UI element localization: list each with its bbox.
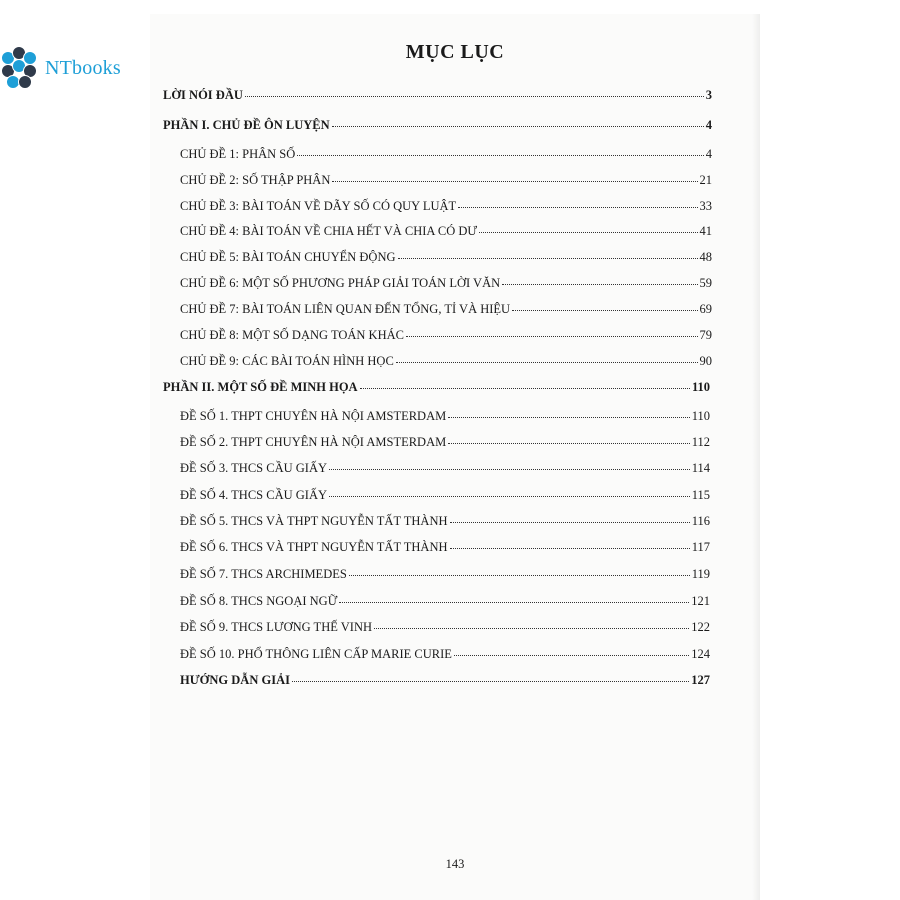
toc-entry-label: ĐỀ SỐ 1. THPT CHUYÊN HÀ NỘI AMSTERDAM <box>180 409 447 423</box>
dot-leader <box>448 441 689 444</box>
toc-entry-label: PHẦN II. MỘT SỐ ĐỀ MINH HỌA <box>163 380 358 394</box>
toc-entry-page: 117 <box>691 540 710 554</box>
toc-entry <box>180 354 712 369</box>
dot-leader <box>329 494 690 497</box>
dot-leader <box>458 205 697 208</box>
toc-entry <box>180 594 710 609</box>
toc-entry-page: 121 <box>691 594 710 608</box>
toc-entry-label: CHỦ ĐỀ 6: MỘT SỐ PHƯƠNG PHÁP GIẢI TOÁN LỜI VĂN <box>180 276 501 290</box>
toc-entry-page: 4 <box>705 118 712 132</box>
toc-entry-page: 115 <box>691 488 710 502</box>
dot-leader <box>479 230 697 233</box>
toc-entry <box>180 488 710 503</box>
toc-entry <box>180 647 710 662</box>
toc-entry-page: 59 <box>699 276 712 290</box>
toc-entry-label: CHỦ ĐỀ 9: CÁC BÀI TOÁN HÌNH HỌC <box>180 354 394 368</box>
toc-entry-label: HƯỚNG DẪN GIẢI <box>180 673 290 687</box>
toc-entry-page: 79 <box>699 328 712 342</box>
toc-entry-page: 90 <box>699 354 712 368</box>
toc-entry <box>180 673 710 688</box>
toc-entry-label: CHỦ ĐỀ 7: BÀI TOÁN LIÊN QUAN ĐẾN TỔNG, TỈ VÀ HIỆU <box>180 302 511 316</box>
toc-entry-page: 41 <box>699 224 712 238</box>
toc-title: MỤC LỤC <box>405 41 505 63</box>
brand-name: NTbooks <box>45 56 121 79</box>
toc-entry-page: 119 <box>691 567 710 581</box>
toc-entry <box>180 461 710 476</box>
dot-leader <box>450 520 690 523</box>
toc-entry-label: ĐỀ SỐ 10. PHỔ THÔNG LIÊN CẤP MARIE CURIE <box>180 647 452 661</box>
dot-leader <box>512 308 697 311</box>
dot-leader <box>329 467 690 470</box>
dot-leader <box>349 573 690 576</box>
toc-entry-label: PHẦN I. CHỦ ĐỀ ÔN LUYỆN <box>163 118 330 132</box>
toc-entry-label: ĐỀ SỐ 4. THCS CẦU GIẤY <box>180 488 328 502</box>
toc-entry-label: ĐỀ SỐ 7. THCS ARCHIMEDES <box>180 567 347 581</box>
dot-leader <box>339 600 689 603</box>
toc-entry <box>180 620 710 635</box>
dot-leader <box>245 94 704 97</box>
toc-entry <box>180 199 712 214</box>
toc-entry-page: 110 <box>691 409 710 423</box>
dot-leader <box>332 124 704 127</box>
toc-entry-page: 3 <box>705 88 712 102</box>
toc-entry-page: 4 <box>705 147 712 161</box>
toc-entry-page: 127 <box>691 673 710 687</box>
toc-entry <box>180 409 710 424</box>
dot-leader <box>502 282 697 285</box>
dot-leader <box>450 546 690 549</box>
toc-entry <box>163 380 710 395</box>
dot-leader <box>297 153 703 156</box>
toc-entry-page: 114 <box>691 461 710 475</box>
toc-entry-label: CHỦ ĐỀ 3: BÀI TOÁN VỀ DÃY SỐ CÓ QUY LUẬT <box>180 199 457 213</box>
toc-entry <box>163 88 712 103</box>
dot-leader <box>374 626 689 629</box>
dot-leader <box>454 653 689 656</box>
toc-entry-label: ĐỀ SỐ 5. THCS VÀ THPT NGUYỄN TẤT THÀNH <box>180 514 448 528</box>
toc-entry-label: ĐỀ SỐ 6. THCS VÀ THPT NGUYỄN TẤT THÀNH <box>180 540 448 554</box>
dot-leader <box>406 334 698 337</box>
toc-entry <box>180 224 712 239</box>
toc-entry-page: 112 <box>691 435 710 449</box>
dot-leader <box>360 386 690 389</box>
page-number: 143 <box>445 857 465 871</box>
toc-entry-page: 21 <box>699 173 712 187</box>
toc-entry <box>180 540 710 555</box>
toc-entry <box>180 276 712 291</box>
toc-entry-label: ĐỀ SỐ 8. THCS NGOẠI NGỮ <box>180 594 338 608</box>
dot-leader <box>332 179 697 182</box>
toc-entry <box>180 328 712 343</box>
toc-entry-page: 122 <box>691 620 710 634</box>
toc-entry-label: ĐỀ SỐ 3. THCS CẦU GIẤY <box>180 461 328 475</box>
toc-entry <box>180 302 712 317</box>
toc-entry-page: 110 <box>691 380 710 394</box>
toc-entry-label: CHỦ ĐỀ 1: PHÂN SỐ <box>180 147 296 161</box>
dot-leader <box>448 415 689 418</box>
toc-entry-label: CHỦ ĐỀ 5: BÀI TOÁN CHUYỂN ĐỘNG <box>180 250 396 264</box>
toc-entry <box>163 118 712 133</box>
toc-entry-page: 116 <box>691 514 710 528</box>
toc-entry <box>180 173 712 188</box>
toc-entry <box>180 514 710 529</box>
toc-entry <box>180 250 712 265</box>
toc-entry <box>180 147 712 162</box>
toc-entry <box>180 567 710 582</box>
toc-entry-label: CHỦ ĐỀ 4: BÀI TOÁN VỀ CHIA HẾT VÀ CHIA CÓ DƯ <box>180 224 478 238</box>
dot-leader <box>292 679 689 682</box>
toc-entry-page: 33 <box>699 199 712 213</box>
dot-leader <box>398 256 698 259</box>
toc-entry-label: ĐỀ SỐ 2. THPT CHUYÊN HÀ NỘI AMSTERDAM <box>180 435 447 449</box>
toc-entry-label: CHỦ ĐỀ 8: MỘT SỐ DẠNG TOÁN KHÁC <box>180 328 404 342</box>
toc-entry-page: 124 <box>691 647 710 661</box>
toc-entry-label: CHỦ ĐỀ 2: SỐ THẬP PHÂN <box>180 173 331 187</box>
toc-entry-label: LỜI NÓI ĐẦU <box>163 88 243 102</box>
dot-leader <box>396 360 698 363</box>
toc-entry-page: 69 <box>699 302 712 316</box>
toc-entry <box>180 435 710 450</box>
toc-entry-label: ĐỀ SỐ 9. THCS LƯƠNG THẾ VINH <box>180 620 372 634</box>
toc-entry-page: 48 <box>699 250 712 264</box>
